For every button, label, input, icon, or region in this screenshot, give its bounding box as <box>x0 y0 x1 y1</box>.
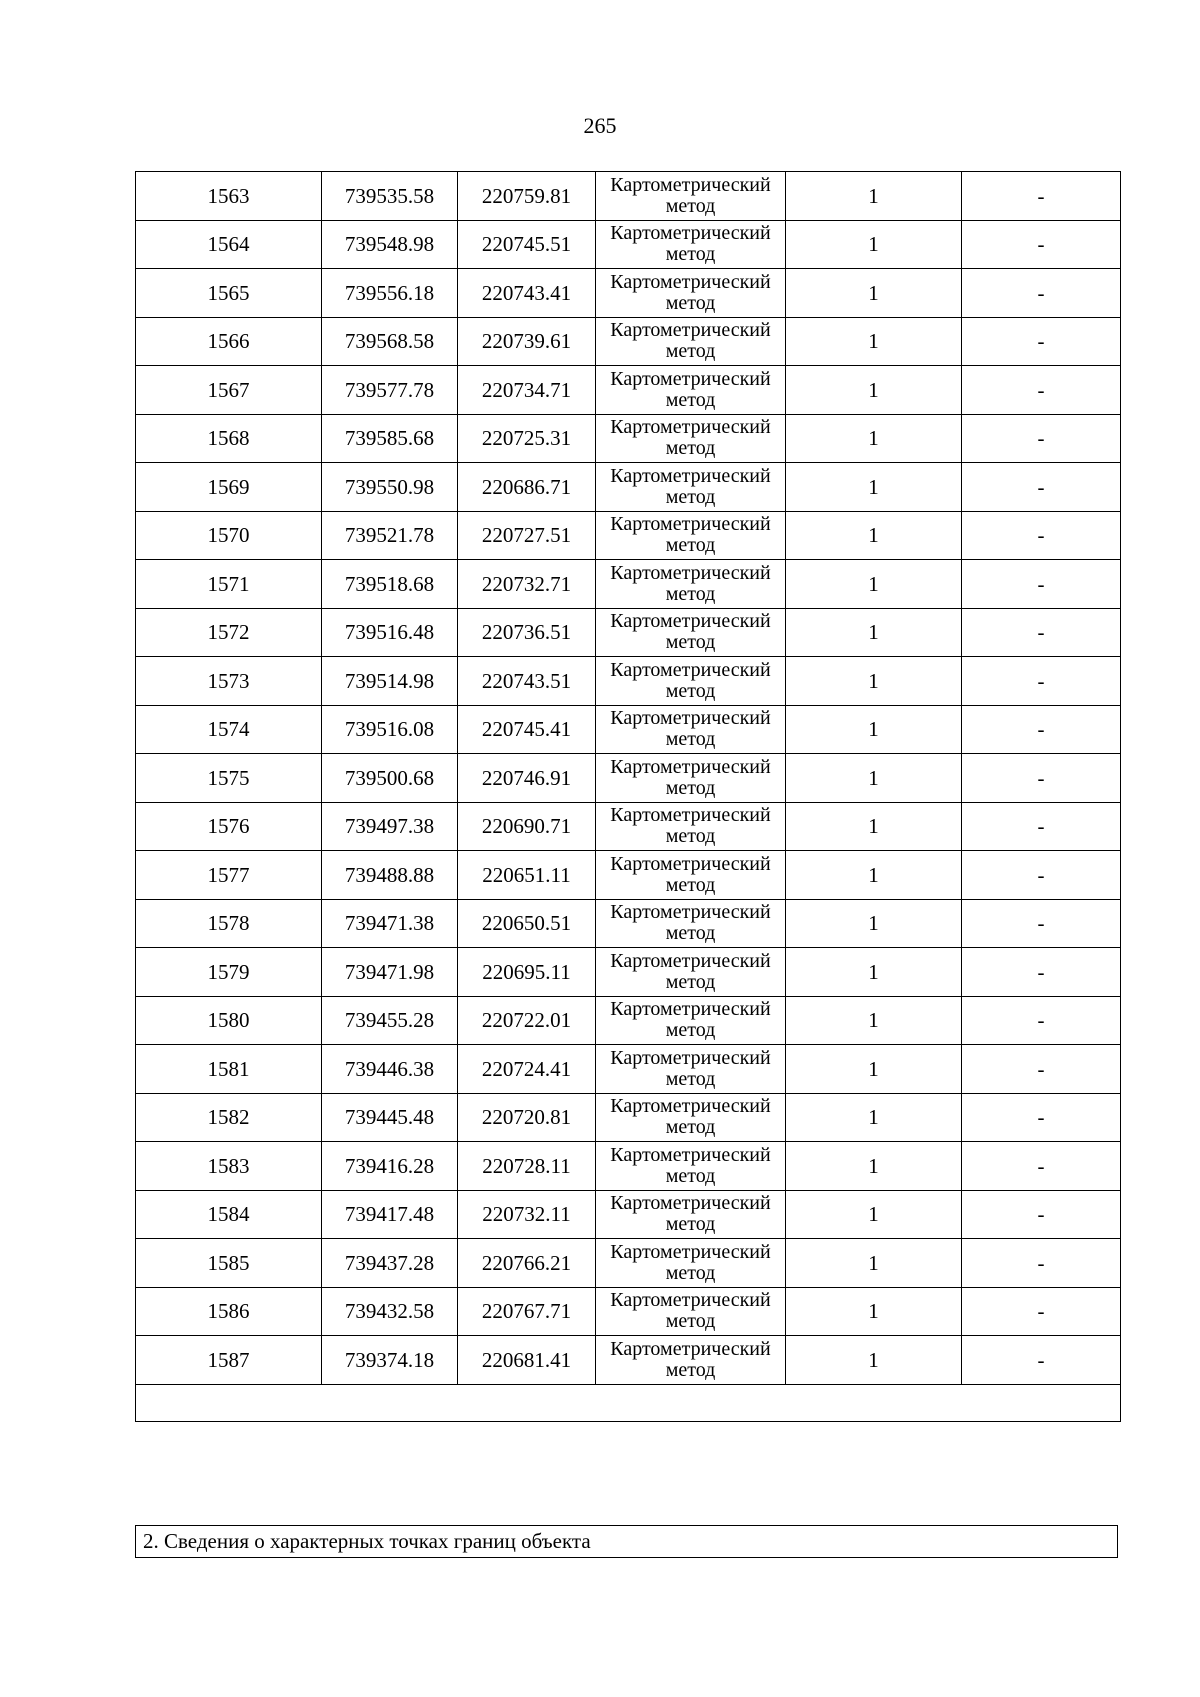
method-label-line2: метод <box>665 485 716 508</box>
x-coordinate-cell: 739514.98 <box>322 657 458 706</box>
point-number-cell: 1578 <box>136 899 322 948</box>
table-row <box>136 1336 1121 1385</box>
note-cell: - <box>962 220 1121 269</box>
y-coordinate-cell: 220681.41 <box>458 1336 596 1385</box>
point-number-cell: 1586 <box>136 1287 322 1336</box>
method-label-line2: метод <box>665 631 716 654</box>
x-coordinate-cell: 739497.38 <box>322 802 458 851</box>
note-cell: - <box>962 366 1121 415</box>
accuracy-cell: 1 <box>786 366 962 415</box>
method-label-line1: Картометрический <box>610 804 771 827</box>
table-row <box>136 705 1121 754</box>
note-cell: - <box>962 1045 1121 1094</box>
accuracy-cell: 1 <box>786 899 962 948</box>
point-number-cell: 1576 <box>136 802 322 851</box>
method-cell <box>596 899 786 948</box>
method-cell <box>596 1239 786 1288</box>
table-row <box>136 1190 1121 1239</box>
section-heading: 2. Сведения о характерных точках границ объекта <box>135 1525 1118 1558</box>
y-coordinate-cell: 220732.71 <box>458 560 596 609</box>
note-cell: - <box>962 1287 1121 1336</box>
note-cell: - <box>962 996 1121 1045</box>
method-label-line1: Картометрический <box>610 1240 771 1263</box>
x-coordinate-cell: 739500.68 <box>322 754 458 803</box>
method-label-line2: метод <box>665 1019 716 1042</box>
method-label-line2: метод <box>665 728 716 751</box>
method-cell <box>596 511 786 560</box>
point-number-cell: 1582 <box>136 1093 322 1142</box>
y-coordinate-cell: 220743.41 <box>458 269 596 318</box>
method-label-line1: Картометрический <box>610 707 771 730</box>
x-coordinate-cell: 739417.48 <box>322 1190 458 1239</box>
y-coordinate-cell: 220736.51 <box>458 608 596 657</box>
page-number: 265 <box>583 113 617 138</box>
note-cell: - <box>962 948 1121 997</box>
note-cell: - <box>962 754 1121 803</box>
method-label-line2: метод <box>665 873 716 896</box>
method-cell <box>596 1336 786 1385</box>
x-coordinate-cell: 739518.68 <box>322 560 458 609</box>
note-cell: - <box>962 1239 1121 1288</box>
x-coordinate-cell: 739568.58 <box>322 317 458 366</box>
x-coordinate-cell: 739516.08 <box>322 705 458 754</box>
point-number-cell: 1585 <box>136 1239 322 1288</box>
table-row <box>136 802 1121 851</box>
method-cell <box>596 851 786 900</box>
accuracy-cell: 1 <box>786 269 962 318</box>
method-cell <box>596 172 786 221</box>
method-cell <box>596 948 786 997</box>
x-coordinate-cell: 739577.78 <box>322 366 458 415</box>
point-number-cell: 1573 <box>136 657 322 706</box>
method-label-line2: метод <box>665 1067 716 1090</box>
note-cell: - <box>962 463 1121 512</box>
method-label-line2: метод <box>665 679 716 702</box>
accuracy-cell: 1 <box>786 220 962 269</box>
x-coordinate-cell: 739585.68 <box>322 414 458 463</box>
note-cell: - <box>962 1190 1121 1239</box>
table-row <box>136 608 1121 657</box>
y-coordinate-cell: 220767.71 <box>458 1287 596 1336</box>
y-coordinate-cell: 220734.71 <box>458 366 596 415</box>
method-label-line2: метод <box>665 1164 716 1187</box>
method-label-line1: Картометрический <box>610 1143 771 1166</box>
table-row <box>136 220 1121 269</box>
note-cell: - <box>962 851 1121 900</box>
accuracy-cell: 1 <box>786 1336 962 1385</box>
y-coordinate-cell: 220745.51 <box>458 220 596 269</box>
x-coordinate-cell: 739548.98 <box>322 220 458 269</box>
y-coordinate-cell: 220686.71 <box>458 463 596 512</box>
method-label-line1: Картометрический <box>610 319 771 342</box>
accuracy-cell: 1 <box>786 657 962 706</box>
note-cell: - <box>962 269 1121 318</box>
method-label-line1: Картометрический <box>610 1095 771 1118</box>
point-number-cell: 1564 <box>136 220 322 269</box>
table-row <box>136 1093 1121 1142</box>
accuracy-cell: 1 <box>786 1142 962 1191</box>
note-cell: - <box>962 317 1121 366</box>
accuracy-cell: 1 <box>786 1190 962 1239</box>
method-label-line2: метод <box>665 776 716 799</box>
x-coordinate-cell: 739445.48 <box>322 1093 458 1142</box>
accuracy-cell: 1 <box>786 1093 962 1142</box>
method-label-line1: Картометрический <box>610 464 771 487</box>
point-number-cell: 1566 <box>136 317 322 366</box>
table-row <box>136 269 1121 318</box>
point-number-cell: 1567 <box>136 366 322 415</box>
accuracy-cell: 1 <box>786 172 962 221</box>
accuracy-cell: 1 <box>786 463 962 512</box>
method-label-line1: Картометрический <box>610 1192 771 1215</box>
point-number-cell: 1565 <box>136 269 322 318</box>
method-label-line2: метод <box>665 388 716 411</box>
x-coordinate-cell: 739437.28 <box>322 1239 458 1288</box>
x-coordinate-cell: 739471.98 <box>322 948 458 997</box>
point-number-cell: 1571 <box>136 560 322 609</box>
empty-table-row <box>136 1384 1121 1421</box>
method-label-line2: метод <box>665 437 716 460</box>
table-row <box>136 754 1121 803</box>
point-number-cell: 1568 <box>136 414 322 463</box>
table-row <box>136 1287 1121 1336</box>
note-cell: - <box>962 172 1121 221</box>
note-cell: - <box>962 802 1121 851</box>
method-cell <box>596 463 786 512</box>
y-coordinate-cell: 220739.61 <box>458 317 596 366</box>
table-row <box>136 414 1121 463</box>
table-row <box>136 1045 1121 1094</box>
method-cell <box>596 1093 786 1142</box>
accuracy-cell: 1 <box>786 317 962 366</box>
y-coordinate-cell: 220651.11 <box>458 851 596 900</box>
y-coordinate-cell: 220727.51 <box>458 511 596 560</box>
method-label-line1: Картометрический <box>610 852 771 875</box>
y-coordinate-cell: 220746.91 <box>458 754 596 803</box>
method-cell <box>596 754 786 803</box>
y-coordinate-cell: 220732.11 <box>458 1190 596 1239</box>
method-cell <box>596 560 786 609</box>
method-label-line2: метод <box>665 1116 716 1139</box>
empty-cell <box>136 1384 1121 1421</box>
method-cell <box>596 657 786 706</box>
method-label-line2: метод <box>665 340 716 363</box>
points-table <box>135 171 1121 1422</box>
point-number-cell: 1587 <box>136 1336 322 1385</box>
method-label-line2: метод <box>665 243 716 266</box>
method-label-line2: метод <box>665 291 716 314</box>
y-coordinate-cell: 220690.71 <box>458 802 596 851</box>
table-row <box>136 851 1121 900</box>
method-label-line2: метод <box>665 970 716 993</box>
method-cell <box>596 1190 786 1239</box>
accuracy-cell: 1 <box>786 705 962 754</box>
point-number-cell: 1580 <box>136 996 322 1045</box>
table-row <box>136 317 1121 366</box>
method-label-line1: Картометрический <box>610 270 771 293</box>
table-row <box>136 899 1121 948</box>
method-cell <box>596 1142 786 1191</box>
x-coordinate-cell: 739488.88 <box>322 851 458 900</box>
point-number-cell: 1574 <box>136 705 322 754</box>
accuracy-cell: 1 <box>786 948 962 997</box>
accuracy-cell: 1 <box>786 1045 962 1094</box>
method-label-line1: Картометрический <box>610 901 771 924</box>
y-coordinate-cell: 220759.81 <box>458 172 596 221</box>
method-label-line1: Картометрический <box>610 610 771 633</box>
note-cell: - <box>962 705 1121 754</box>
y-coordinate-cell: 220695.11 <box>458 948 596 997</box>
table-row <box>136 366 1121 415</box>
x-coordinate-cell: 739556.18 <box>322 269 458 318</box>
x-coordinate-cell: 739516.48 <box>322 608 458 657</box>
method-label-line2: метод <box>665 1213 716 1236</box>
method-label-line1: Картометрический <box>610 561 771 584</box>
method-label-line2: метод <box>665 922 716 945</box>
points-table-body <box>136 172 1121 1422</box>
table-row <box>136 1239 1121 1288</box>
method-label-line2: метод <box>665 534 716 557</box>
accuracy-cell: 1 <box>786 754 962 803</box>
x-coordinate-cell: 739455.28 <box>322 996 458 1045</box>
x-coordinate-cell: 739550.98 <box>322 463 458 512</box>
accuracy-cell: 1 <box>786 996 962 1045</box>
point-number-cell: 1579 <box>136 948 322 997</box>
method-label-line1: Картометрический <box>610 367 771 390</box>
note-cell: - <box>962 414 1121 463</box>
y-coordinate-cell: 220745.41 <box>458 705 596 754</box>
table-row <box>136 948 1121 997</box>
method-cell <box>596 366 786 415</box>
method-cell <box>596 996 786 1045</box>
y-coordinate-cell: 220725.31 <box>458 414 596 463</box>
accuracy-cell: 1 <box>786 608 962 657</box>
method-label-line1: Картометрический <box>610 1337 771 1360</box>
note-cell: - <box>962 560 1121 609</box>
y-coordinate-cell: 220728.11 <box>458 1142 596 1191</box>
method-label-line1: Картометрический <box>610 998 771 1021</box>
x-coordinate-cell: 739471.38 <box>322 899 458 948</box>
method-label-line1: Картометрический <box>610 173 771 196</box>
note-cell: - <box>962 511 1121 560</box>
method-label-line1: Картометрический <box>610 658 771 681</box>
point-number-cell: 1570 <box>136 511 322 560</box>
table-row <box>136 172 1121 221</box>
method-label-line1: Картометрический <box>610 416 771 439</box>
method-cell <box>596 1287 786 1336</box>
method-label-line1: Картометрический <box>610 755 771 778</box>
x-coordinate-cell: 739374.18 <box>322 1336 458 1385</box>
table-row <box>136 463 1121 512</box>
x-coordinate-cell: 739535.58 <box>322 172 458 221</box>
note-cell: - <box>962 1093 1121 1142</box>
point-number-cell: 1584 <box>136 1190 322 1239</box>
note-cell: - <box>962 1336 1121 1385</box>
method-cell <box>596 317 786 366</box>
point-number-cell: 1563 <box>136 172 322 221</box>
accuracy-cell: 1 <box>786 560 962 609</box>
method-label-line1: Картометрический <box>610 222 771 245</box>
method-label-line1: Картометрический <box>610 513 771 536</box>
method-label-line1: Картометрический <box>610 1046 771 1069</box>
method-cell <box>596 802 786 851</box>
method-cell <box>596 705 786 754</box>
method-label-line1: Картометрический <box>610 1289 771 1312</box>
y-coordinate-cell: 220724.41 <box>458 1045 596 1094</box>
accuracy-cell: 1 <box>786 1287 962 1336</box>
method-cell <box>596 1045 786 1094</box>
method-cell <box>596 414 786 463</box>
note-cell: - <box>962 657 1121 706</box>
note-cell: - <box>962 608 1121 657</box>
x-coordinate-cell: 739521.78 <box>322 511 458 560</box>
accuracy-cell: 1 <box>786 851 962 900</box>
y-coordinate-cell: 220743.51 <box>458 657 596 706</box>
method-cell <box>596 269 786 318</box>
table-row <box>136 560 1121 609</box>
point-number-cell: 1583 <box>136 1142 322 1191</box>
y-coordinate-cell: 220722.01 <box>458 996 596 1045</box>
point-number-cell: 1575 <box>136 754 322 803</box>
accuracy-cell: 1 <box>786 511 962 560</box>
note-cell: - <box>962 899 1121 948</box>
note-cell: - <box>962 1142 1121 1191</box>
x-coordinate-cell: 739432.58 <box>322 1287 458 1336</box>
point-number-cell: 1581 <box>136 1045 322 1094</box>
method-label-line2: метод <box>665 1358 716 1381</box>
table-row <box>136 1142 1121 1191</box>
method-cell <box>596 608 786 657</box>
accuracy-cell: 1 <box>786 414 962 463</box>
method-label-line2: метод <box>665 194 716 217</box>
point-number-cell: 1569 <box>136 463 322 512</box>
table-row <box>136 657 1121 706</box>
method-cell <box>596 220 786 269</box>
method-label-line2: метод <box>665 1310 716 1333</box>
point-number-cell: 1577 <box>136 851 322 900</box>
method-label-line2: метод <box>665 582 716 605</box>
method-label-line2: метод <box>665 825 716 848</box>
accuracy-cell: 1 <box>786 802 962 851</box>
accuracy-cell: 1 <box>786 1239 962 1288</box>
x-coordinate-cell: 739446.38 <box>322 1045 458 1094</box>
table-row <box>136 996 1121 1045</box>
y-coordinate-cell: 220766.21 <box>458 1239 596 1288</box>
point-number-cell: 1572 <box>136 608 322 657</box>
method-label-line2: метод <box>665 1261 716 1284</box>
y-coordinate-cell: 220720.81 <box>458 1093 596 1142</box>
y-coordinate-cell: 220650.51 <box>458 899 596 948</box>
method-label-line1: Картометрический <box>610 949 771 972</box>
x-coordinate-cell: 739416.28 <box>322 1142 458 1191</box>
table-row <box>136 511 1121 560</box>
